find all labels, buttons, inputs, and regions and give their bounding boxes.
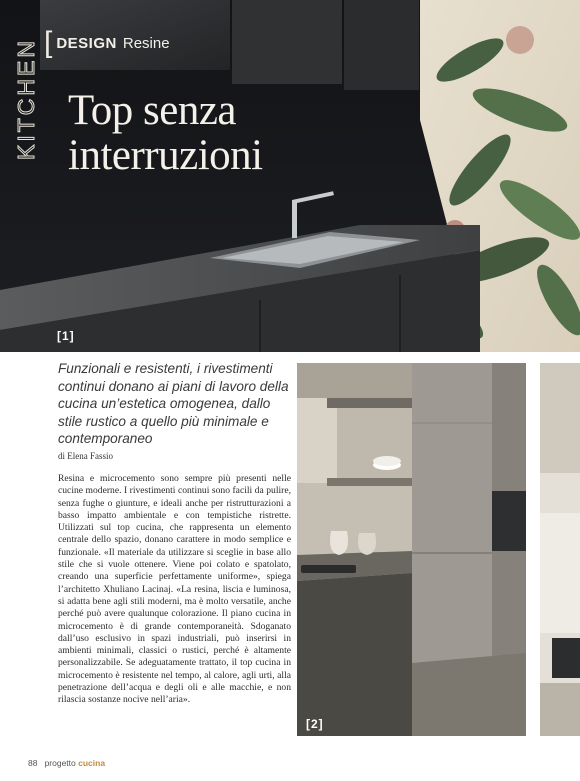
hero-image-number: [1]	[57, 329, 75, 343]
article-title	[68, 88, 368, 178]
magazine-prefix: progetto	[44, 758, 76, 768]
photo-2-number: [2]	[306, 717, 324, 731]
article-body: Resina e microcemento sono sempre più presenti nelle cucine moderne. I rivestimenti continui sono facili da pulire, senza fughe o giunture, e ideali anche per ristrutturazioni a basso impatto ambientale e con tempistiche ristrette. Utilizzati sul top cucina, che rappresenta un elemento centrale dello spazio, donano carattere in modo semplice e funzionale. «Il materiale da utilizzare si sceglie in base allo stile che si vuole ottenere. Viene poi colato e spatolato, creando una superficie perfettamente uniforme», spiega l’architetto Xhuliano Lacinaj. «La resina, liscia e luminosa, si adatta bene agli stili moderni, ma è molto versatile, anche perché può avere qualunque colorazione. Il piano cucina in microcemento è di grande contemporaneità. Sdoganato dall’uso esclusivo in spazi industriali, può inserirsi in ambienti minimali, classici o rustici, perché è altamente personalizzabile. Se adeguatamente trattato, il top cucina in microcemento è resistente nel tempo, al calore, agli urti, alla penetrazione dell’acqua e degli oli e alle macchie, e non rilascia sostanze nocive nell’aria».	[58, 473, 291, 706]
page-number: 88	[28, 758, 38, 768]
title-line-2: interruzioni	[68, 132, 263, 179]
kitchen-photo-3	[540, 363, 580, 736]
photo-3-illustration	[540, 363, 580, 736]
section-header	[44, 28, 170, 58]
section-bracket: [	[44, 26, 53, 59]
kitchen-photo-2	[297, 363, 526, 736]
photo-2-illustration	[297, 363, 526, 736]
magazine-name: cucina	[78, 758, 106, 768]
subsection-name: Resine	[122, 34, 170, 52]
title-line-1: Top senza	[68, 87, 237, 134]
article-byline: di Elena Fassio	[58, 451, 113, 461]
article-lead: Funzionali e resistenti, i rivestimenti continui donano ai piani di lavoro della cucina un’estetica omogenea, dallo stile rustico a quello più minimale e contemporaneo	[58, 361, 289, 446]
vertical-section-label	[11, 10, 41, 160]
page-footer	[28, 758, 105, 768]
section-name: DESIGN	[56, 34, 117, 52]
kitchen-label-text: KITCHEN	[13, 38, 39, 160]
